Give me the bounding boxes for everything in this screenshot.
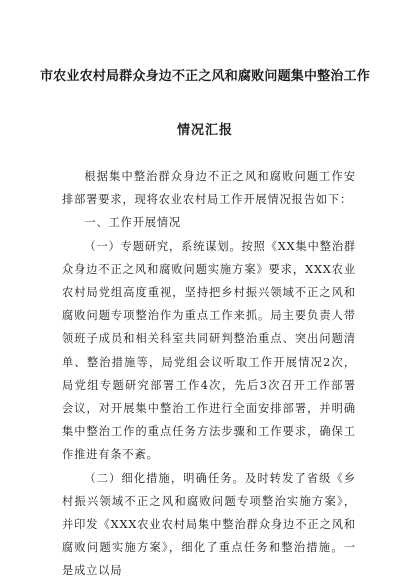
document-title: 市农业农村局群众身边不正之风和腐败问题集中整治工作 bbox=[39, 69, 370, 84]
body-paragraph: （一）专题研究，系统谋划。按照《XX集中整治群众身边不正之风和腐败问题实施方案》要求，XXX农业农村局党组高度重视，坚持把乡村振兴领域不正之风和腐败问题专项整治作为重点工作来抓。局主要负责人带领班子成员和相关科室共同研判整治重点、突出问题清单、整治措施等，局党组会议听取工作开展情况2次，局党组专题研究部署工作4次，先后3次召开工作部署会议，对开展集中整治工作进行全面安排部署，并明确集中整治工作的重点任务方法步骤和工作要求，确保工作推进有条不紊。 bbox=[62, 239, 356, 462]
section-heading: 一、工作开展情况 bbox=[84, 216, 182, 230]
document-subtitle: 情况汇报 bbox=[176, 123, 233, 138]
body-paragraph: （二）细化措施，明确任务。及时转发了省级《乡村振兴领域不正之风和腐败问题专项整治实施方案》，并印发《XXX农业农村局集中整治群众身边不正之风和腐败问题实施方案》，细化了重点任务和整治措施。一是成立以局 bbox=[62, 471, 356, 578]
intro-paragraph: 根据集中整治群众身边不正之风和腐败问题工作安排部署要求，现将农业农村局工作开展情况报告如下： bbox=[62, 170, 356, 207]
document-body bbox=[62, 165, 356, 583]
